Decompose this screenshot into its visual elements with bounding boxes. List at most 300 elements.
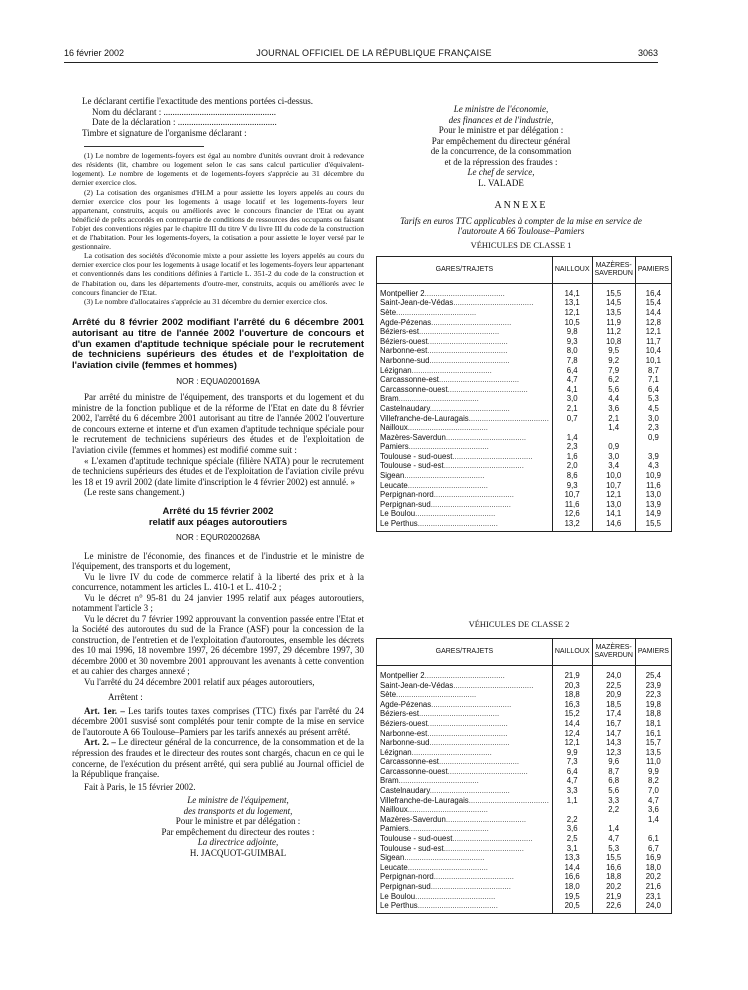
leader-dots: ..................................... xyxy=(468,413,549,423)
fare-cell: 1,4 xyxy=(552,433,592,443)
annexe-subtitle: Tarifs en euros TTC applicables à compter de la mise en service de l'autoroute A 66 Toulouse–Pamiers xyxy=(400,215,642,237)
station-name: Le Boulou xyxy=(380,509,416,519)
footnote: (3) Le nombre d'allocataires s'apprécie au 31 décembre du dernier exercice clos. xyxy=(84,296,328,306)
station-name: Leucate xyxy=(380,862,408,872)
header-title: JOURNAL OFFICIEL DE LA RÉPUBLIQUE FRANÇAISE xyxy=(256,48,492,58)
fare-cell: 9,6 xyxy=(592,757,635,767)
leader-dots: ..................................... xyxy=(427,728,508,738)
article-label: Art. 2. – xyxy=(84,737,116,748)
fare-cell: 15,5 xyxy=(635,519,671,531)
signature-line: de la concurrence, de la consommation xyxy=(430,146,572,157)
leader-dots: ..................................... xyxy=(398,394,479,404)
table-row xyxy=(377,805,672,815)
fare-cell: 24,0 xyxy=(592,665,635,680)
fare-cell: 15,5 xyxy=(592,283,635,298)
fare-cell: 4,3 xyxy=(635,461,671,471)
station-cell xyxy=(377,414,553,424)
decree-quote: « L'examen d'aptitude technique spéciale (filière NATA) pour le recrutement de techniciens supérieurs des études et de l'exploitation de l'aviation civile prévu les 18 et 19 avril 2002 (date limite d'inscription le 4 février 2002) est annulé. » xyxy=(72,455,364,487)
fare-cell: 22,6 xyxy=(592,901,635,913)
fare-cell: 2,2 xyxy=(552,815,592,825)
fare-cell: 7,8 xyxy=(552,356,592,366)
fare-cell: 11,2 xyxy=(592,327,635,337)
table-row xyxy=(377,815,672,825)
fare-cell: 10,9 xyxy=(635,471,671,481)
fare-cell: 12,1 xyxy=(635,327,671,337)
station-cell xyxy=(377,892,553,902)
station-name: Sigean xyxy=(380,853,405,863)
fare-cell: 18,0 xyxy=(635,863,671,873)
article-text: Les tarifs toutes taxes comprises (TTC) fixés par l'arrêté du 24 décembre 2001 susvisé sont complétés pour tenir compte de la mise en service de l'autoroute A 66 Toulouse–Pamiers par les tarifs annexés au présent arrêté. xyxy=(72,705,365,737)
fare-cell: 2,2 xyxy=(592,805,635,815)
cert-line: Le déclarant certifie l'exactitude des mentions portées ci-dessus. xyxy=(82,96,314,106)
station-name: Carcassonne-est xyxy=(380,375,439,385)
leader-dots: ..................................... xyxy=(429,403,510,413)
station-cell xyxy=(377,452,553,462)
article-2 xyxy=(72,737,364,779)
station-cell xyxy=(377,519,553,531)
station-cell xyxy=(377,681,553,691)
leader-dots: ..................................... xyxy=(407,480,488,490)
leader-dots: ..................................... xyxy=(447,766,528,776)
station-name: Narbonne-sud xyxy=(380,738,430,748)
fare-cell: 3,0 xyxy=(635,414,671,424)
fare-cell: 9,5 xyxy=(592,346,635,356)
class1-table xyxy=(376,256,672,532)
leader-dots: ..................................... xyxy=(433,490,514,500)
leader-dots: ..................................... xyxy=(452,834,533,844)
signature-line: Le ministre de l'économie, xyxy=(453,104,549,114)
fare-cell: 6,7 xyxy=(635,844,671,854)
leader-dots: ..................................... xyxy=(447,384,528,394)
fare-cell: 22,3 xyxy=(635,690,671,700)
leader-dots: ..................................... xyxy=(431,317,512,327)
fare-cell: 7,0 xyxy=(635,786,671,796)
fare-cell: 16,6 xyxy=(592,863,635,873)
fare-cell: 3,0 xyxy=(552,394,592,404)
fare-cell: 21,9 xyxy=(592,892,635,902)
station-name: Béziers-est xyxy=(380,709,419,719)
fare-cell: 10,4 xyxy=(635,346,671,356)
fare-cell: 9,2 xyxy=(592,356,635,366)
signature-line: Pour le ministre et par délégation : xyxy=(438,125,564,136)
column-header: MAZÈRES-SAVERDUN xyxy=(592,256,635,283)
fare-cell: 3,6 xyxy=(552,824,592,834)
fare-cell: 2,3 xyxy=(552,442,592,452)
station-cell xyxy=(377,805,553,815)
fare-cell: 20,2 xyxy=(635,872,671,882)
fare-cell: 14,9 xyxy=(635,509,671,519)
leader-dots: ..................................... xyxy=(427,336,508,346)
station-name: Béziers-ouest xyxy=(380,718,428,728)
leader-dots: ..................................... xyxy=(445,432,527,442)
fare-cell: 19,8 xyxy=(635,700,671,710)
leader-dots: ..................................... xyxy=(424,288,505,298)
leader-dots: ..................................... xyxy=(430,882,511,891)
station-cell xyxy=(377,423,553,433)
station-name: Saint-Jean-de-Védas xyxy=(380,298,454,308)
table-row xyxy=(377,433,672,443)
fare-cell: 4,1 xyxy=(552,385,592,395)
station-cell xyxy=(377,844,553,854)
table-row xyxy=(377,681,672,691)
table-row xyxy=(377,500,672,510)
leader-dots: ..................................... xyxy=(438,375,520,385)
station-name: Béziers-ouest xyxy=(380,336,428,346)
cert-line: Nom du déclarant : .................................................. xyxy=(92,106,276,117)
station-name: Narbonne-est xyxy=(380,728,428,738)
leader-dots: ..................................... xyxy=(398,776,479,786)
fare-cell: 14,6 xyxy=(592,519,635,531)
class2-section xyxy=(376,619,669,914)
right-column xyxy=(378,104,669,532)
fare-cell: 8,7 xyxy=(592,767,635,777)
fare-cell: 11,9 xyxy=(592,318,635,328)
vu-paragraph: Vu l'arrêté du 24 décembre 2001 relatif aux péages autoroutiers, xyxy=(84,676,315,687)
signature-line: Pour le ministre et par délégation : xyxy=(175,816,301,827)
station-name: Carcassonne-ouest xyxy=(380,384,448,394)
fare-cell: 8,0 xyxy=(552,346,592,356)
table-row xyxy=(377,824,672,834)
signature-line: Par empêchement du directeur des routes : xyxy=(161,826,315,837)
nor-reference: NOR : EQUA0200169A xyxy=(176,377,260,387)
fare-cell: 9,8 xyxy=(552,327,592,337)
station-name: Villefranche-de-Lauragais xyxy=(380,413,469,423)
station-cell xyxy=(377,665,553,680)
table-row xyxy=(377,471,672,481)
table-row xyxy=(377,509,672,519)
leader-dots: ..................................... xyxy=(407,423,488,433)
station-name: Montpellier 2 xyxy=(380,670,425,680)
fare-cell: 6,2 xyxy=(592,375,635,385)
signature-name: H. JACQUOT-GUIMBAL xyxy=(189,847,287,858)
station-name: Carcassonne-ouest xyxy=(380,766,448,776)
leader-dots: ..................................... xyxy=(424,670,505,680)
fare-cell: 9,3 xyxy=(552,481,592,491)
fare-cell: 14,4 xyxy=(552,863,592,873)
fare-cell: 4,7 xyxy=(552,776,592,786)
table-row xyxy=(377,719,672,729)
station-name: Perpignan-sud xyxy=(380,499,431,509)
station-name: Le Perthus xyxy=(380,901,418,911)
leader-dots: ..................................... xyxy=(411,365,492,375)
station-cell xyxy=(377,481,553,491)
leader-dots: ..................................... xyxy=(396,690,477,700)
station-cell xyxy=(377,863,553,873)
fare-cell: 15,4 xyxy=(635,298,671,308)
station-name: Sète xyxy=(380,690,397,700)
station-name: Castelnaudary xyxy=(380,786,430,796)
article-text: Le directeur général de la concurrence, de la consommation et de la répression des fraudes et le directeur des routes sont chargés, chacun en ce qui le concerne, de l'exécution du présent arrêté, qui sera publié au Journal officiel de la République française. xyxy=(72,737,364,780)
fare-cell: 9,9 xyxy=(552,748,592,758)
column-header: NAILLOUX xyxy=(552,256,592,283)
footnote-separator xyxy=(84,146,204,147)
table-row xyxy=(377,452,672,462)
fare-cell: 2,3 xyxy=(635,423,671,433)
fare-cell: 7,3 xyxy=(552,757,592,767)
station-cell xyxy=(377,719,553,729)
class1-title: VÉHICULES DE CLASSE 1 xyxy=(470,239,572,250)
fare-cell: 16,1 xyxy=(635,729,671,739)
fare-cell xyxy=(592,433,635,443)
signature-name: L. VALADE xyxy=(478,177,524,188)
fare-cell: 16,4 xyxy=(635,283,671,298)
fare-cell: 16,6 xyxy=(552,872,592,882)
signature-line: et de la répression des fraudes : xyxy=(444,156,558,167)
fare-cell: 3,3 xyxy=(552,786,592,796)
fare-cell: 12,1 xyxy=(592,490,635,500)
fare-cell: 14,4 xyxy=(635,308,671,318)
fare-cell: 13,5 xyxy=(592,308,635,318)
table-row xyxy=(377,423,672,433)
table-row xyxy=(377,901,672,913)
fare-cell: 7,9 xyxy=(592,366,635,376)
leader-dots: ..................................... xyxy=(407,862,488,872)
station-cell xyxy=(377,824,553,834)
fare-cell: 0,7 xyxy=(552,414,592,424)
leader-dots: ..................................... xyxy=(415,891,496,901)
table-row xyxy=(377,748,672,758)
fare-cell: 5,6 xyxy=(592,385,635,395)
fare-cell: 3,0 xyxy=(592,452,635,462)
station-cell xyxy=(377,700,553,710)
column-header: NAILLOUX xyxy=(552,638,592,665)
fare-cell: 10,8 xyxy=(592,337,635,347)
signature-block xyxy=(378,104,664,188)
fare-cell: 3,6 xyxy=(635,805,671,815)
vu-paragraph: Vu le décret n° 95-81 du 24 janvier 1995 relatif aux péages autoroutiers, notamment l'article 3 ; xyxy=(72,592,364,614)
fare-cell: 15,5 xyxy=(592,853,635,863)
leader-dots: ..................................... xyxy=(417,519,498,529)
fare-cell: 14,3 xyxy=(592,738,635,748)
header-date: 16 février 2002 xyxy=(64,48,125,58)
fare-cell xyxy=(592,815,635,825)
fare-cell: 20,5 xyxy=(552,901,592,913)
leader-dots: ..................................... xyxy=(430,499,511,509)
fare-cell: 13,9 xyxy=(635,500,671,510)
station-name: Toulouse - sud-est xyxy=(380,843,444,853)
leader-dots: ..................................... xyxy=(415,509,496,519)
left-column xyxy=(72,96,364,858)
station-name: Béziers-est xyxy=(380,327,419,337)
fare-cell: 11,7 xyxy=(635,337,671,347)
header-page-number: 3063 xyxy=(637,48,658,58)
table-row xyxy=(377,767,672,777)
station-name: Castelnaudary xyxy=(380,403,430,413)
station-name: Perpignan-sud xyxy=(380,882,431,891)
station-cell xyxy=(377,748,553,758)
fare-cell: 1,4 xyxy=(592,824,635,834)
fare-cell: 1,1 xyxy=(552,796,592,806)
station-name: Le Perthus xyxy=(380,519,418,529)
table-row xyxy=(377,346,672,356)
station-cell xyxy=(377,690,553,700)
signature-line: Le ministre de l'équipement, xyxy=(187,795,289,806)
decree-title-line: relatif aux péages autoroutiers xyxy=(148,516,288,528)
fare-cell: 10,7 xyxy=(552,490,592,500)
decree-intro: Le ministre de l'économie, des finances et de l'industrie et le ministre de l'équipement, des transports et du logement, xyxy=(72,550,364,572)
article-label: Art. 1er. – xyxy=(84,705,125,716)
fare-cell: 25,4 xyxy=(635,665,671,680)
station-cell xyxy=(377,872,553,882)
leader-dots: ..................................... xyxy=(408,824,489,834)
station-name: Lézignan xyxy=(380,365,412,375)
station-name: Mazères-Saverdun xyxy=(380,432,446,442)
leader-dots: ..................................... xyxy=(443,461,524,471)
leader-dots: ..................................... xyxy=(404,853,485,863)
table-row xyxy=(377,757,672,767)
leader-dots: ..................................... xyxy=(411,747,492,757)
footnote: La cotisation des sociétés d'économie mixte a pour assiette les loyers appelés au cours du dernier exercice clos pour les logements à usage locatif et les logements-foyers leur appartenant et conventionnés dans les conditions définies à l'article L. 351-2 du code de la construction et de l'habitation ou, dans les départements d'outre-mer, construits, acquis ou améliorés avec le concours financier de l'Etat. xyxy=(72,251,364,297)
leader-dots: ..................................... xyxy=(407,805,488,815)
vu-paragraph: Vu le décret du 7 février 1992 approuvant la convention passée entre l'Etat et la Société des autoroutes du sud de la France (ASF) pour la concession de la construction, de l'entretien et de l'exploitation d'autoroutes, ensemble les décrets des 10 mai 1996, 18 novembre 1997, 26 décembre 1997, 29 décembre 1997, 30 décembre 2000 et 30 novembre 2001 approuvant les avenants à cette convention et au cahier des charges annexé ; xyxy=(72,613,364,677)
station-cell xyxy=(377,318,553,328)
leader-dots: ..................................... xyxy=(419,709,500,719)
leader-dots: ..................................... xyxy=(429,786,510,796)
station-cell xyxy=(377,471,553,481)
station-cell xyxy=(377,709,553,719)
fare-cell: 20,3 xyxy=(552,681,592,691)
station-cell xyxy=(377,815,553,825)
fare-cell: 10,5 xyxy=(552,318,592,328)
fare-cell: 21,9 xyxy=(552,665,592,680)
signature-block xyxy=(72,795,364,858)
table-row xyxy=(377,863,672,873)
footnote: (2) La cotisation des organismes d'HLM a pour assiette les loyers appelés au cours du dernier exercice clos pour les logements à usage locatif et les logements-foyers leur appartenant, construits, acquis ou améliorés avec le concours financier de l'Etat ou ayant bénéficié de prêts accordés en contrepartie de conditions de ressources des occupants ou faisant l'objet des conventions régies par le chapitre III du titre V du livre III du code de la construction et de l'habitation. Pour les logements-foyers, la cotisation a pour assiette le loyer versé par le gestionnaire. xyxy=(72,187,364,252)
table-row xyxy=(377,394,672,404)
fare-cell: 13,2 xyxy=(552,519,592,531)
leader-dots: ..................................... xyxy=(427,346,508,356)
station-name: Toulouse - sud-ouest xyxy=(380,451,453,461)
table-row xyxy=(377,738,672,748)
leader-dots: ..................................... xyxy=(417,901,498,911)
fare-cell: 14,1 xyxy=(592,509,635,519)
table-row xyxy=(377,375,672,385)
fare-cell: 12,1 xyxy=(552,308,592,318)
station-cell xyxy=(377,729,553,739)
station-cell xyxy=(377,283,553,298)
table-row xyxy=(377,519,672,531)
fare-cell: 3,4 xyxy=(592,461,635,471)
cert-line: Date de la déclaration : ............................................ xyxy=(92,117,277,128)
fare-cell: 2,1 xyxy=(592,414,635,424)
station-name: Agde-Pézenas xyxy=(380,699,432,709)
fare-cell: 1,4 xyxy=(592,423,635,433)
fare-cell: 2,5 xyxy=(552,834,592,844)
table-row xyxy=(377,490,672,500)
station-name: Toulouse - sud-est xyxy=(380,461,444,471)
table-row xyxy=(377,776,672,786)
station-cell xyxy=(377,500,553,510)
table-row xyxy=(377,844,672,854)
fare-cell: 7,1 xyxy=(635,375,671,385)
station-name: Lézignan xyxy=(380,747,412,757)
fare-cell xyxy=(552,805,592,815)
fare-cell: 12,3 xyxy=(592,748,635,758)
station-cell xyxy=(377,461,553,471)
table-row xyxy=(377,414,672,424)
station-name: Carcassonne-est xyxy=(380,757,439,767)
station-name: Sigean xyxy=(380,471,405,481)
table-row xyxy=(377,366,672,376)
fare-cell: 10,7 xyxy=(592,481,635,491)
table-row xyxy=(377,404,672,414)
fare-cell: 2,1 xyxy=(552,404,592,414)
station-cell xyxy=(377,433,553,443)
station-cell xyxy=(377,366,553,376)
table-row xyxy=(377,796,672,806)
fare-cell: 18,8 xyxy=(552,690,592,700)
fare-cell: 14,1 xyxy=(552,283,592,298)
fare-cell: 10,0 xyxy=(592,471,635,481)
fare-cell: 8,7 xyxy=(635,366,671,376)
column-header: MAZÈRES-SAVERDUN xyxy=(592,638,635,665)
fare-cell: 12,8 xyxy=(635,318,671,328)
station-cell xyxy=(377,308,553,318)
station-cell xyxy=(377,901,553,913)
fare-cell: 20,2 xyxy=(592,882,635,892)
fare-cell: 8,2 xyxy=(635,776,671,786)
station-name: Narbonne-est xyxy=(380,346,428,356)
fare-cell: 4,5 xyxy=(635,404,671,414)
table-row xyxy=(377,786,672,796)
table-row xyxy=(377,665,672,680)
station-cell xyxy=(377,385,553,395)
class2-table xyxy=(376,638,672,914)
fare-cell: 4,7 xyxy=(635,796,671,806)
fare-cell: 5,3 xyxy=(592,844,635,854)
column-header: GARES/TRAJETS xyxy=(377,638,553,665)
station-cell xyxy=(377,490,553,500)
table-row xyxy=(377,283,672,298)
station-name: Montpellier 2 xyxy=(380,288,425,298)
fare-cell: 18,1 xyxy=(635,719,671,729)
station-cell xyxy=(377,882,553,892)
leader-dots: ..................................... xyxy=(468,795,549,805)
fare-cell: 9,3 xyxy=(552,337,592,347)
station-cell xyxy=(377,404,553,414)
fare-cell: 3,6 xyxy=(592,404,635,414)
page-header xyxy=(0,48,748,62)
leader-dots: ..................................... xyxy=(433,872,514,882)
station-name: Bram xyxy=(380,394,399,404)
station-name: Bram xyxy=(380,776,399,786)
leader-dots: ..................................... xyxy=(429,738,510,748)
station-cell xyxy=(377,327,553,337)
fare-cell: 6,8 xyxy=(592,776,635,786)
station-cell xyxy=(377,394,553,404)
fare-cell xyxy=(635,824,671,834)
fare-cell: 1,6 xyxy=(552,452,592,462)
leader-dots: ..................................... xyxy=(429,355,510,365)
table-row xyxy=(377,892,672,902)
fare-cell: 12,1 xyxy=(552,738,592,748)
leader-dots: ..................................... xyxy=(404,471,485,481)
fare-cell: 16,3 xyxy=(552,700,592,710)
fare-cell: 18,8 xyxy=(635,709,671,719)
fare-cell: 23,9 xyxy=(635,681,671,691)
station-name: Perpignan-nord xyxy=(380,490,434,500)
station-cell xyxy=(377,796,553,806)
table-header-row xyxy=(377,256,672,283)
footnote: (1) Le nombre de logements-foyers est égal au nombre d'unités ouvrant droit à redevance des résidents (lit, chambre ou logement selon le cas sans calcul particulier d'équivalent-logement). Le nombre de logements et de logements-foyers s'apprécie au 31 décembre du dernier exercice clos. xyxy=(72,151,364,188)
fare-cell: 16,9 xyxy=(635,853,671,863)
fare-cell: 14,5 xyxy=(592,298,635,308)
fare-cell: 6,4 xyxy=(635,385,671,395)
article-1 xyxy=(72,706,364,738)
header-rule xyxy=(64,62,658,63)
fare-cell: 17,4 xyxy=(592,709,635,719)
fare-cell: 18,8 xyxy=(592,872,635,882)
